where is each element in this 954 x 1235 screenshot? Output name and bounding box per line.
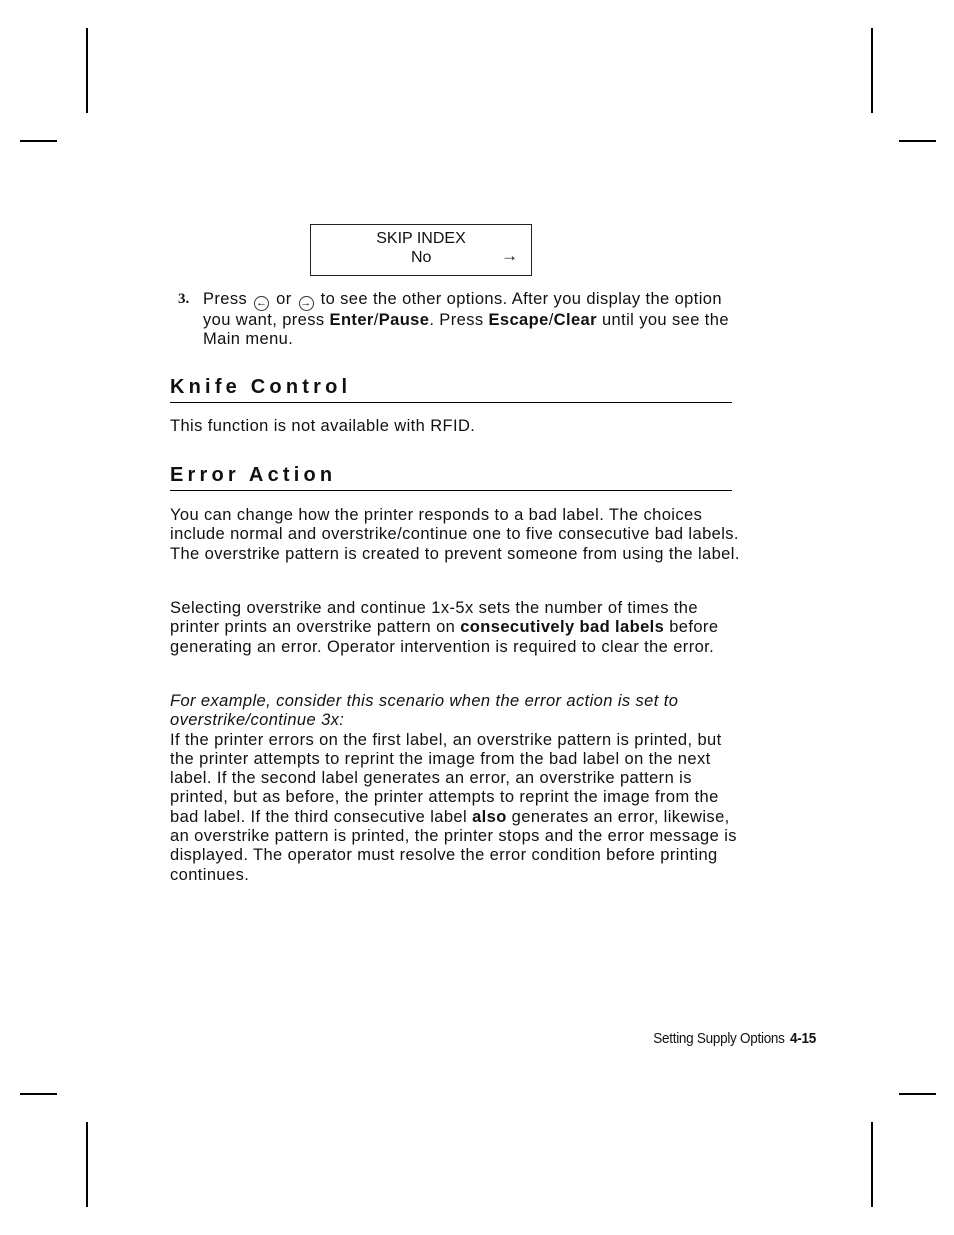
- crop-mark-top-left-vertical: [86, 28, 88, 113]
- right-arrow-key-icon: →: [300, 297, 312, 309]
- escape-key-label: Escape: [488, 311, 549, 329]
- clear-key-label: Clear: [553, 311, 597, 329]
- display-line-2: No: [411, 249, 432, 266]
- error-action-paragraph-1: You can change how the printer responds to a bad label. The choices include normal and overstrike/continue one to five consecutive bad labels. The overstrike pattern is created to prevent someone from using the label.: [170, 506, 740, 563]
- crop-mark-bottom-right-vertical: [871, 1122, 873, 1207]
- error-action-paragraph-2: Selecting overstrike and continue 1x-5x sets the number of times the printer prints an overstrike pattern on consecutively bad labels before generating an error. Operator intervention is required to clear the error.: [170, 599, 719, 656]
- emphasis-also: also: [472, 807, 507, 826]
- step-number: 3.: [178, 291, 190, 307]
- pause-key-label: Pause: [378, 311, 430, 329]
- example-intro: For example, consider this scenario when the error action is set to overstrike/continue 3x:: [170, 692, 679, 730]
- enter-key-label: Enter: [329, 311, 374, 329]
- display-line-1: SKIP INDEX: [376, 230, 466, 247]
- error-action-heading: Error Action: [170, 464, 732, 491]
- right-arrow-icon: →: [501, 246, 518, 265]
- crop-mark-bottom-left-vertical: [86, 1122, 88, 1207]
- page-footer: [586, 1030, 816, 1047]
- crop-mark-bottom-right-horizontal: [899, 1093, 936, 1095]
- crop-mark-top-left-horizontal: [20, 140, 57, 142]
- error-action-paragraph-3: For example, consider this scenario when the error action is set to overstrike/continue 3x: If the printer errors on the first label, an overstrike pattern is printed, but the printer attempts to reprint the image from the bad label on the next label. If the second label generates an error, an overstrike pattern is printed, but as before, the printer attempts to reprint the image from the bad label. If the third consecutive label also generates an error, likewise, an overstrike pattern is printed, the printer stops and the error message is displayed. The operator must resolve the error condition before printing continues.: [170, 692, 737, 884]
- crop-mark-bottom-left-horizontal: [20, 1093, 57, 1095]
- step-text: Press ← or → to see the other options. After you display the option you want, press Enter/Pause. Press Escape/Clear until you see the Main menu.: [203, 290, 729, 349]
- printer-display: [310, 224, 532, 276]
- knife-control-heading: Knife Control: [170, 376, 732, 403]
- knife-control-text: This function is not available with RFID.: [170, 417, 476, 435]
- footer-section-title: Setting Supply Options: [653, 1030, 785, 1047]
- left-arrow-key-icon: ←: [255, 297, 268, 309]
- emphasis-consecutively-bad-labels: consecutively bad labels: [460, 618, 665, 637]
- crop-mark-top-right-horizontal: [899, 140, 936, 142]
- crop-mark-top-right-vertical: [871, 28, 873, 113]
- page-number: 4-15: [790, 1030, 816, 1047]
